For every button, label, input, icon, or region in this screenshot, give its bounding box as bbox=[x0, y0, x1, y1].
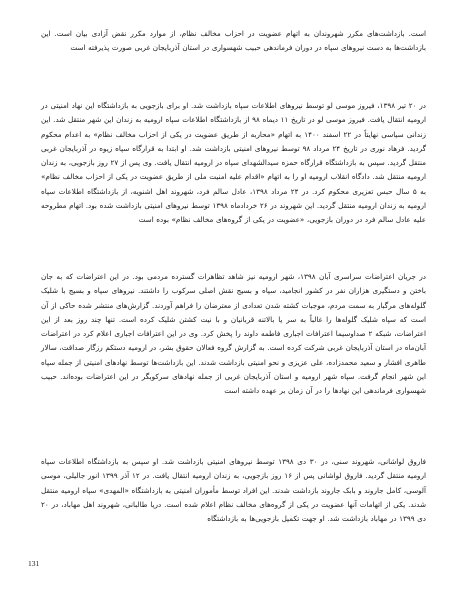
paragraph-4: فاروق لواشانی، شهروند سنی، در ۳۰ دی ۱۳۹۸ توسط نیروهای امنیتی بازداشت شد. او سپس به بازداشتگاه اطلاعات سپاه ارومیه منتقل گردید. فاروق لواشانی پس از ۱۶ روز بازجویی، به زندان ارومیه انتقال یافت. در ۱۲ آذر ۱۳۹۹ انور جالیلی، موسی آلوسی، کامل جاروند و بابک جاروند بازداشت شدند. این افراد توسط مأموران امنیتی به بازداشتگاه «المهدی» سپاه ارومیه منتقل شدند. یکی از اتهامات آنها عضویت در یکی از گروه‌های مخالف نظام اعلام شده است. دریا طالبانی، شهروند اهل مهاباد، در ۲۰ دی ۱۳۹۹ در مهاباد بازداشت شد. او جهت تکمیل بازجویی‌ها به بازداشتگاه bbox=[41, 457, 426, 524]
paragraph-1: است. بازداشت‌های مکرر شهروندان به اتهام عضویت در احزاب مخالف نظام، از موارد مکرر نقض آزادی بیان است. این بازداشت‌ها به دست نیروهای سپاه در دوران فرماندهی حبیب شهسواری در استان آذربایجان غربی صورت پذیرفته است bbox=[41, 29, 426, 53]
paragraph-3: در جریان اعتراضات سراسری آبان ۱۳۹۸، شهر ارومیه نیز شاهد تظاهرات گسترده مردمی بود. در این اعتراضات که به جان باختن و دستگیری هزاران نفر در کشور انجامید، سپاه و بسیج نقش اصلی سرکوب را داشتند. نیروهای سپاه و بسیج با شلیک گلوله‌های مرگبار به سمت مردم، موجبات کشته شدن تعدادی از معترضان را فراهم آوردند. گزارش‌های منتشر شده حاکی از آن است که سپاه شلیک گلوله‌ها را غالباً به سر یا بالاتنه قربانیان و با نیت کشتن شلیک کرده است. تنها چند روز بعد از این اعتراضات، شبکه ۲ صداوسیما اعترافات اجباری فاطمه داوند را پخش کرد. وی در این اعترافات اجباری اعلام کرد در اعتراضات آبان‌ماه در استان آذربایجان غربی شرکت کرده است. به گزارش گروه فعالان حقوق بشر، در ارومیه دستکم رزگار صداقت، سالار طاهری افشار و سعید محمدزاده، علی عزیزی و نحو امنیتی بازداشت شدند. این بازداشت‌ها توسط نهادهای امنیتی از جمله سپاه این شهر انجام گرفت. سپاه شهر ارومیه و استان آذربایجان غربی از جمله نهادهای سرکوبگر در این اعتراضات بوده‌اند. حبیب شهسواری فرماندهی این نهادها را در آن زمان بر عهده داشته است bbox=[41, 272, 426, 396]
paragraph-2: در ۲۰ تیر ۱۳۹۸، فیروز موسی لو توسط نیروهای اطلاعات سپاه بازداشت شد. او برای بازجویی به بازداشتگاه این نهاد امنیتی در ارومیه انتقال یافت. فیروز موسی لو در تاریخ ۱۱ دیماه ۹۸ از بازداشتگاه اطلاعات سپاه ارومیه به زندان این شهر منتقل شد. این زندانی سیاسی نهایتاً در ۲۲ اسفند ۱۴۰۰ به اتهام «محاربه از طریق عضویت در یکی از احزاب مخالف نظام» به اعدام محکوم گردید. فرهاد نوری در تاریخ ۲۴ مرداد ۹۸ توسط نیروهای امنیتی بازداشت شد. او ابتدا به قرارگاه سپاه زیوه در آذربایجان غربی منتقل گردید. سپس به بازداشتگاه قرارگاه حمزه سیدالشهدای سپاه در ارومیه انتقال یافت. وی پس از ۲۷ روز بازجویی، به زندان ارومیه منتقل شد. دادگاه انقلاب ارومیه او را به اتهام «اقدام علیه امنیت ملی از طریق عضویت در یکی از احزاب مخالف نظام» به ۵ سال حبس تعزیری محکوم کرد. در ۲۴ مرداد ۱۳۹۸، عادل سالم فرد، شهروند اهل اشنویه، از بازداشتگاه اطلاعات سپاه ارومیه به زندان ارومیه منتقل گردید. این شهروند در ۲۶ خردادماه ۱۳۹۸ توسط نیروهای امنیتی بازداشت شده بود. اتهام مطروحه علیه عادل سالم فرد در دوران بازجویی، «عضویت در یکی از گروه‌های مخالف نظام» بوده است bbox=[41, 101, 427, 225]
page-number: 131 bbox=[28, 559, 40, 568]
